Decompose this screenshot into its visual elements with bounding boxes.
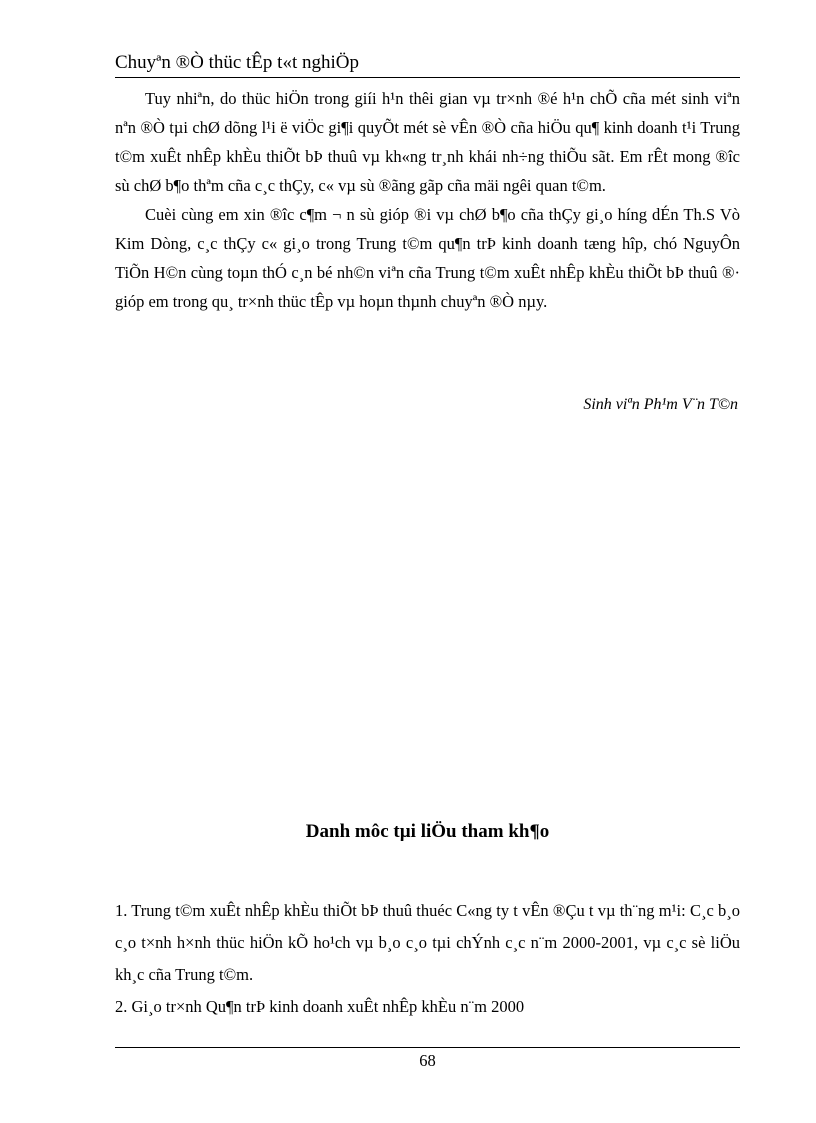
- references-title: Danh môc tµi liÖu tham kh¶o: [305, 821, 550, 842]
- running-header: [115, 50, 740, 78]
- reference-item-1: 1. Trung t©m xuÊt nhÊp khÈu thiÕt bÞ thuû thuéc C«ng ty t vÊn ®Çu t vµ th¨ng m¹i: C¸c b¸o c¸o t×nh h×nh thüc hiÖn kÕ ho¹ch vµ b¸o c¸o tµi chÝnh c¸c n¨m 2000-2001, vµ c¸c sè liÖu kh¸c cña Trung t©m.: [115, 901, 740, 984]
- paragraph-1: Tuy nhiªn, do thüc hiÖn trong giíi h¹n thêi gian vµ tr×nh ®é h¹n chÕ cña mét sinh viªn nªn ®Ò tµi chØ dõng l¹i ë viÖc gi¶i quyÕt mét sè vÊn ®Ò cña hiÖu qu¶ kinh doanh t¹i Trung t©m xuÊt nhÊp khÈu thiÕt bÞ thuû vµ kh«ng tr¸nh khái nh÷ng thiÕu sãt. Em rÊt mong ®îc sù chØ b¶o thªm cña c¸c thÇy, c« vµ sù ®ãng gãp cña mäi ngêi quan t©m.: [115, 89, 740, 195]
- page-number: 68: [419, 1051, 436, 1070]
- body-text: [115, 84, 740, 316]
- header-title: Chuyªn ®Ò thüc tÊp t«t nghiÖp: [115, 52, 359, 73]
- paragraph-2: Cuèi cùng em xin ®îc c¶m ¬ n sù gióp ®i vµ chØ b¶o cña thÇy gi¸o híng dÉn Th.S Vò Kim Dòng, c¸c thÇy c« gi¸o trong Trung t©m qu¶n trÞ kinh doanh tæng hîp, chó NguyÔn TiÕn H©n cùng toµn thÓ c¸n bé nh©n viªn cña Trung t©m xuÊt nhÊp khÈu thiÕt bÞ thuû ®· gióp em trong qu¸ tr×nh thüc tÊp vµ hoµn thµnh chuyªn ®Ò nµy.: [115, 205, 740, 311]
- signature: Sinh viªn Ph¹m V¨n T©n: [583, 396, 738, 413]
- footer-divider: [115, 1047, 740, 1048]
- reference-item-2: 2. Gi¸o tr×nh Qu¶n trÞ kinh doanh xuÊt nhÊp khÈu n¨m 2000: [115, 997, 525, 1016]
- references-list: [115, 895, 740, 1023]
